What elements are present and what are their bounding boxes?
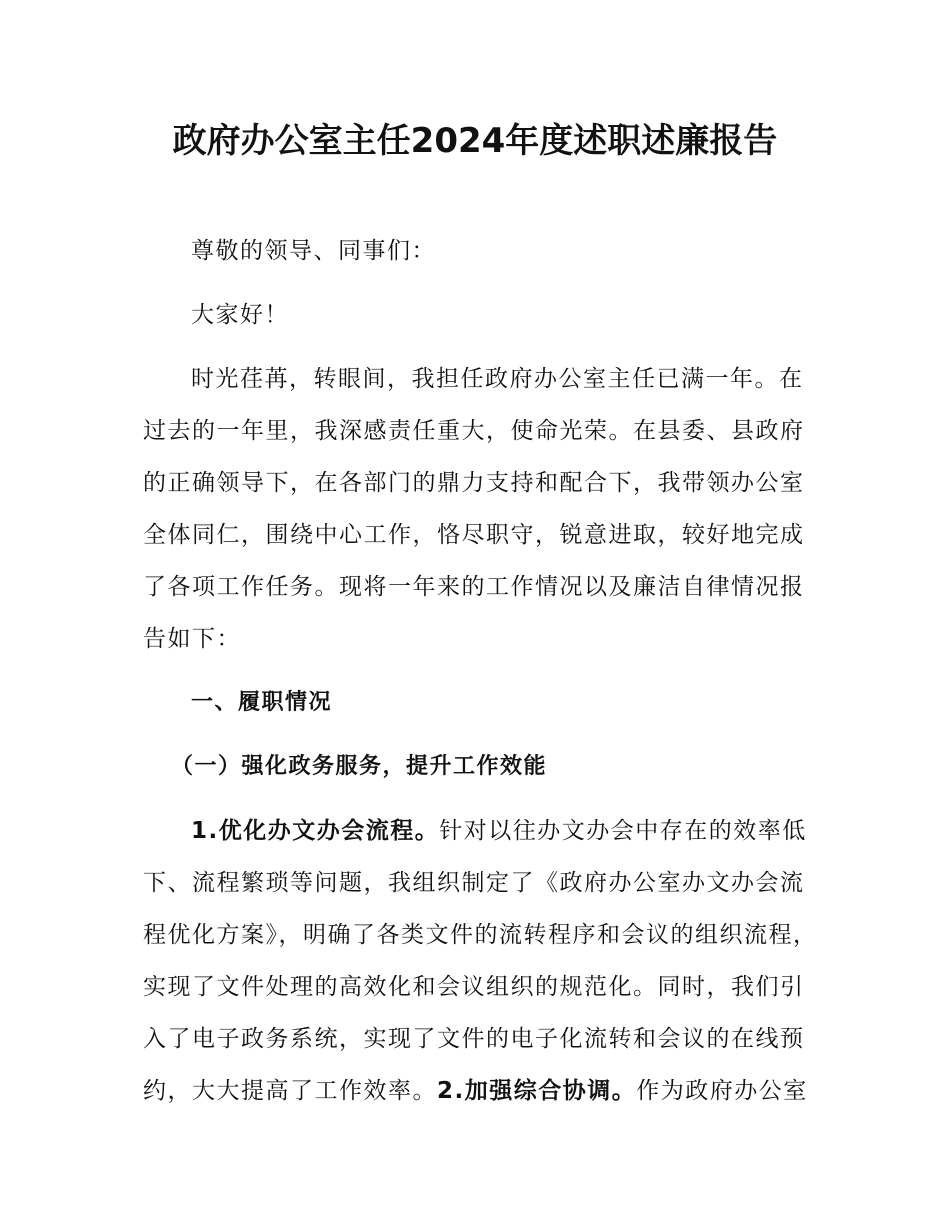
item-paragraph (143, 805, 823, 1117)
item-2-text: 作为政府办公室 (636, 1078, 808, 1104)
greeting: 大家好！ (191, 302, 289, 328)
item-1-text: 针对以往办文办会中存在的效率低下、流程繁琐等问题，我组织制定了《政府办公室办文办会流程优化方案》，明确了各类文件的流转程序和会议的组织流程，实现了文件处理的高效化和会议组织的规范化。同时，我们引入了电子政务系统，实现了文件的电子化流转和会议的在线预约，大大提高了工作效率。 (143, 818, 818, 1104)
subsection-heading: （一）强化政务服务，提升工作效能 (171, 754, 548, 779)
item-2-lead: 2.加强综合协调。 (437, 1078, 637, 1104)
salutation: 尊敬的领导、同事们： (191, 238, 436, 264)
document-title: 政府办公室主任2024年度述职述廉报告 (172, 121, 778, 161)
document-body (143, 225, 823, 1117)
intro-paragraph: 时光荏苒，转眼间，我担任政府办公室主任已满一年。在过去的一年里，我深感责任重大，使命光荣。在县委、县政府的正确领导下，在各部门的鼎力支持和配合下，我带领办公室全体同仁，围绕中心工作，恪尽职守，锐意进取，较好地完成了各项工作任务。现将一年来的工作情况以及廉洁自律情况报告如下： (143, 366, 805, 652)
item-1-lead: 1.优化办文办会流程。 (191, 818, 440, 844)
section-heading: 一、履职情况 (191, 690, 333, 715)
